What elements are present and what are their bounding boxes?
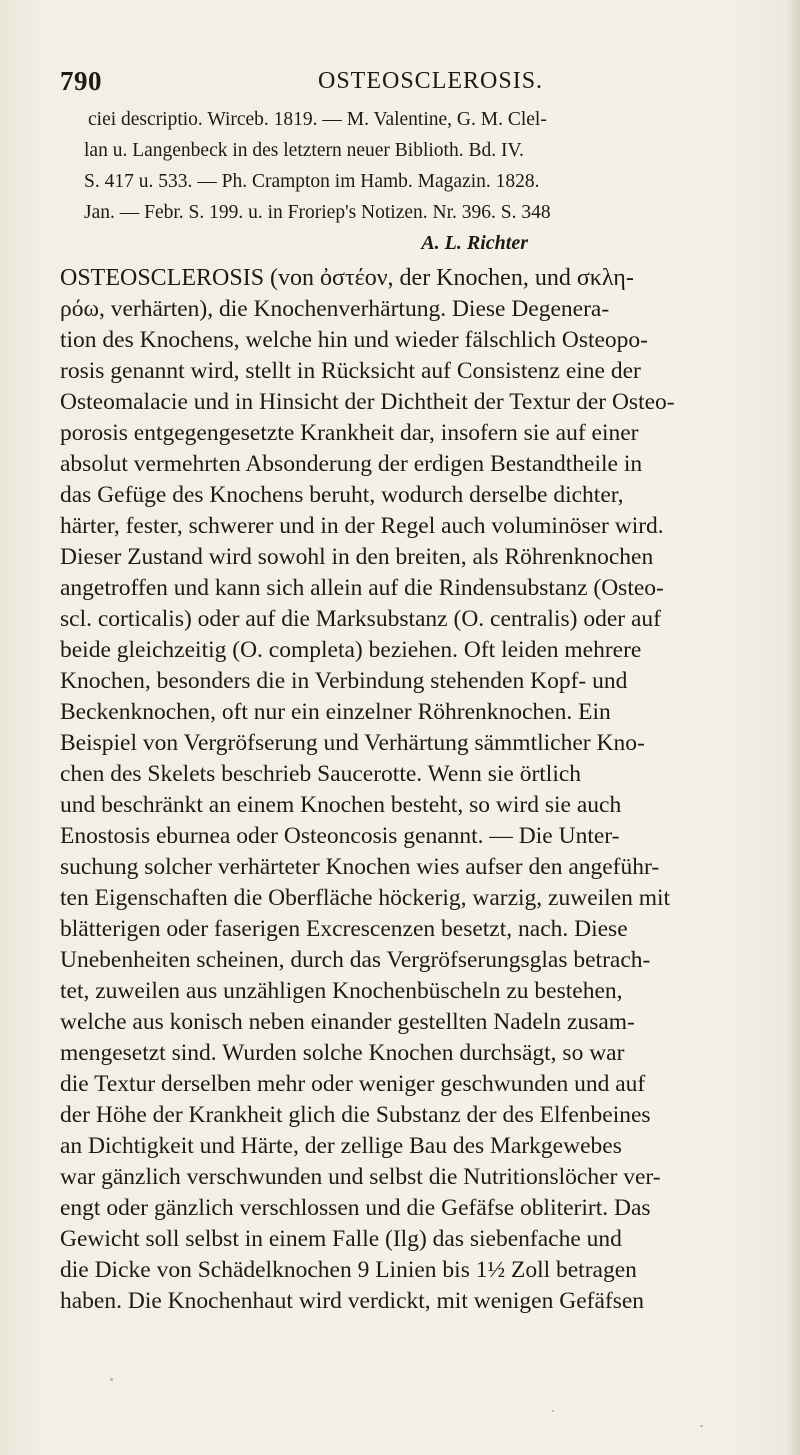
page-number: 790 [60, 66, 102, 96]
article-line: härter, fester, schwerer und in der Regel auch voluminöser wird. [60, 513, 664, 539]
article-line: die Dicke von Schädelknochen 9 Linien bis 1½ Zoll betragen [60, 1257, 637, 1283]
paper-fleck [552, 1410, 554, 1412]
article-line: das Gefüge des Knochens beruht, wodurch derselbe dichter, [60, 482, 624, 508]
article-line: scl. corticalis) oder auf die Marksubstanz (O. centralis) oder auf [60, 606, 661, 632]
article-line: rosis genannt wird, stellt in Rücksicht auf Consistenz eine der [60, 358, 641, 384]
author-signature: A. L. Richter [421, 232, 528, 254]
article-line: angetroffen und kann sich allein auf die Rindensubstanz (Osteo- [60, 575, 664, 601]
article-osteosclerosis [60, 263, 778, 1317]
article-line: beide gleichzeitig (O. completa) beziehen. Oft leiden mehrere [60, 637, 642, 663]
article-line: engt oder gänzlich verschlossen und die Gefäfse obliterirt. Das [60, 1195, 651, 1221]
paper-fleck [110, 1378, 113, 1381]
article-line: chen des Skelets beschrieb Saucerotte. Wenn sie örtlich [60, 761, 582, 787]
reference-line: ciei descriptio. Wirceb. 1819. — M. Valentine, G. M. Clel- [88, 109, 547, 130]
article-line: suchung solcher verhärteter Knochen wies aufser den angeführ- [60, 854, 660, 880]
page-header [60, 66, 760, 106]
paper-fleck [700, 1425, 703, 1427]
article-line: mengesetzt sind. Wurden solche Knochen durchsägt, so war [60, 1040, 625, 1066]
article-line: Enostosis eburnea oder Osteoncosis genannt. — Die Unter- [60, 823, 620, 849]
article-line: blätterigen oder faserigen Excrescenzen besetzt, nach. Diese [60, 916, 628, 942]
reference-line: lan u. Langenbeck in des letztern neuer Biblioth. Bd. IV. [84, 140, 524, 161]
article-line: Osteomalacie und in Hinsicht der Dichtheit der Textur der Osteo- [60, 389, 675, 415]
page-edge-shadow [786, 0, 800, 1455]
article-line: an Dichtigkeit und Härte, der zellige Bau des Markgewebes [60, 1133, 622, 1159]
article-line: tet, zuweilen aus unzähligen Knochenbüscheln zu bestehen, [60, 978, 623, 1004]
article-line: tion des Knochens, welche hin und wieder fälschlich Osteopo- [60, 327, 648, 353]
article-line: ρόω, verhärten), die Knochenverhärtung. Diese Degenera- [60, 296, 610, 322]
article-line: Beispiel von Vergröfserung und Verhärtung sämmtlicher Kno- [60, 730, 645, 756]
article-line: Unebenheiten scheinen, durch das Vergröfserungsglas betrach- [60, 947, 651, 973]
article-line: welche aus konisch neben einander gestellten Nadeln zusam- [60, 1009, 635, 1035]
article-line: porosis entgegengesetzte Krankheit dar, insofern sie auf einer [60, 420, 639, 446]
article-line: Knochen, besonders die in Verbindung stehenden Kopf- und [60, 668, 628, 694]
running-head: OSTEOSCLEROSIS. [318, 68, 544, 94]
article-line: Dieser Zustand wird sowohl in den breiten, als Röhrenknochen [60, 544, 654, 570]
article-line: haben. Die Knochenhaut wird verdickt, mit wenigen Gefäfsen [60, 1288, 645, 1314]
article-heading-line: OSTEOSCLEROSIS (von ὀστέον, der Knochen, und σκλη- [60, 265, 634, 291]
article-line: Gewicht soll selbst in einem Falle (Ilg) das siebenfache und [60, 1226, 622, 1252]
reference-line: Jan. — Febr. S. 199. u. in Froriep's Notizen. Nr. 396. S. 348 [84, 202, 551, 223]
article-line: der Höhe der Krankheit glich die Substanz der des Elfenbeines [60, 1102, 651, 1128]
article-line: die Textur derselben mehr oder weniger geschwunden und auf [60, 1071, 646, 1097]
article-line: und beschränkt an einem Knochen besteht, so wird sie auch [60, 792, 622, 818]
article-line: absolut vermehrten Absonderung der erdigen Bestandtheile in [60, 451, 643, 477]
article-line: war gänzlich verschwunden und selbst die Nutritionslöcher ver- [60, 1164, 661, 1190]
article-line: Beckenknochen, oft nur ein einzelner Röhrenknochen. Ein [60, 699, 611, 725]
reference-line: S. 417 u. 533. — Ph. Crampton im Hamb. Magazin. 1828. [84, 171, 540, 192]
page-body [60, 104, 778, 1317]
article-line: ten Eigenschaften die Oberfläche höckerig, warzig, zuweilen mit [60, 885, 671, 911]
